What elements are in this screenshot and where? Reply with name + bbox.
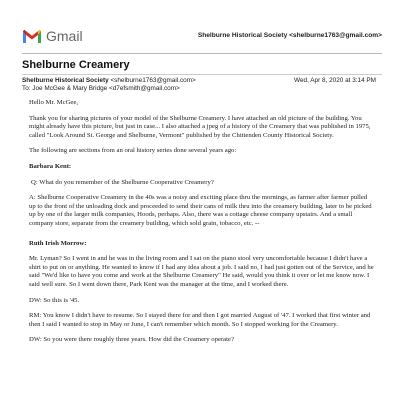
recipient-line: To: Joe McGee & Mary Bridge <d7efsmith@gmail.com> [22,85,180,92]
gmail-logo[interactable] [22,28,83,44]
greeting: Hello Mr. McGee, [29,99,79,106]
email-body [29,99,374,352]
sender-line [22,77,196,84]
email-date: Wed, Apr 8, 2020 at 3:14 PM [294,77,376,84]
gmail-m-icon [22,29,42,44]
body-paragraph: Mr. Lyman? So I went in and he was in the living room and I sat on the piano stool very uncomfortable because I didn't have a shirt to put on or anything. He wanted to know if I had any idea about a job. I said no, I had just gotten out of the Service, and he said "We'd like to have you come and work at the Shelburne Creamery" He said, would you think it over or let me know now. I said well sure. So I went down there, Park Kent was the manager at the time, and I worked there. [29,255,374,288]
question: Q: What do you remember of the Shelburne Cooperative Creamery? [31,178,214,186]
body-paragraph: DW: So this is '45. [29,296,80,304]
answer: A: Shelburne Cooperative Creamery in the 40s was a noisy and exciting place thru the mornings, as farmer after farmer pulled up to the front of the unloading dock and proceeded to send their cans of milk thru into the creamery building, later to be picked up by one of the larger milk companies, Hoods, perhaps. Also, there was a cottage cheese company upstairs. And a small company store, separate from the creamery building, which sold grain, tobacco, etc. -- [29,194,372,227]
body-paragraph: DW: So you were there roughly three years. How did the Creamery operate? [29,336,234,344]
body-paragraph: Thank you for sharing pictures of your model of the Shelburne Creamery. I have attached an old picture of the building. You might already have this picture, but just in case... I also attached a jpeg of a history of the Creamery that was published in 1975, called "Look Around St. George and Shelburne, Vermont" published by the Chittenden County Historical Society. [29,114,371,139]
section-heading: Barbara Kent: [29,162,72,170]
header-divider [22,53,382,54]
account-label: Shelburne Historical Society <shelburne1763@gmail.com> [197,32,382,39]
sender-name: Shelburne Historical Society [22,77,109,84]
body-paragraph: The following are sections from an oral history series done several years ago: [29,147,237,155]
section-heading: Ruth Irish Morrow: [29,239,87,247]
body-paragraph: RM: You know I didn't have to resume. So I stayed there for and then I got married August of '47. I worked that first winter and then I said I wanted to stop in May or June, I can't remember which month. So I stopped working for the Creamery. [29,312,371,328]
email-subject: Shelburne Creamery [22,59,130,71]
subject-divider [22,74,382,75]
sender-email: <shelburne1763@gmail.com> [110,77,196,84]
gmail-wordmark: Gmail [46,28,83,44]
